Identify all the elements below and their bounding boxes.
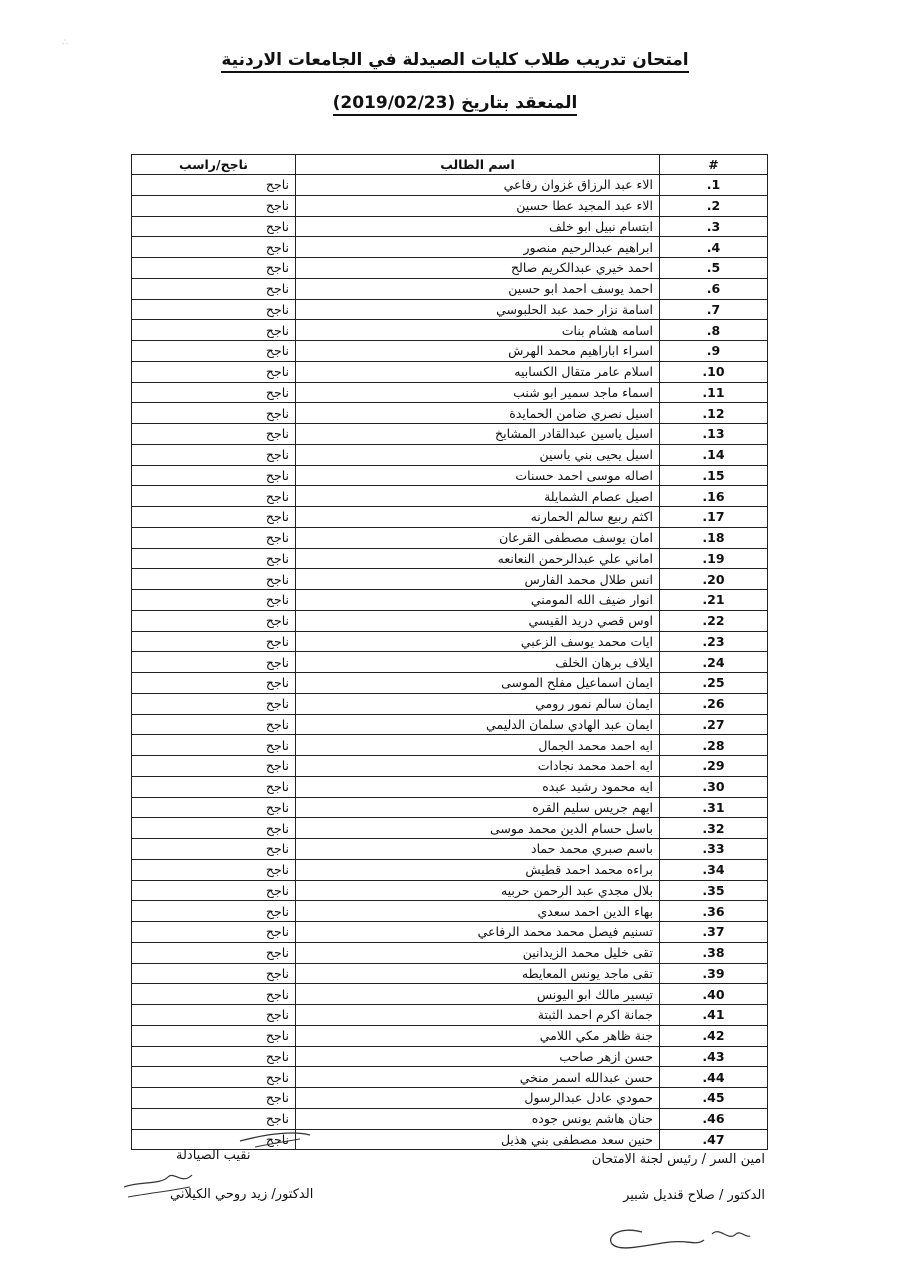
result-status: ناجح [132,195,296,216]
student-name: حمودي عادل عبدالرسول [296,1088,660,1109]
table-row [132,341,768,362]
row-number: 44. [660,1067,768,1088]
result-status: ناجح [132,299,296,320]
table-row [132,756,768,777]
header-name: اسم الطالب [296,155,660,175]
secretary-name: الدكتور / صلاح قنديل شبير [623,1188,765,1203]
student-name: الاء عبد الرزاق غزوان رفاعي [296,175,660,196]
result-status: ناجح [132,1005,296,1026]
row-number: 26. [660,693,768,714]
student-name: ابراهيم عبدالرحيم منصور [296,237,660,258]
table-row [132,507,768,528]
result-status: ناجح [132,984,296,1005]
table-row [132,569,768,590]
student-name: باسم صبري محمد حماد [296,839,660,860]
student-name: ايهم جريس سليم القره [296,797,660,818]
result-status: ناجح [132,527,296,548]
student-name: تقى خليل محمد الزيدانين [296,942,660,963]
student-name: ايمان عبد الهادي سلمان الدليمي [296,714,660,735]
row-number: 25. [660,673,768,694]
student-name: باسل حسام الدين محمد موسى [296,818,660,839]
result-status: ناجح [132,486,296,507]
row-number: 22. [660,610,768,631]
student-name: جنة ظاهر مكي اللامي [296,1025,660,1046]
student-name: اسيل ياسين عبدالقادر المشايخ [296,424,660,445]
student-name: جمانة اكرم احمد الثبتة [296,1005,660,1026]
table-row [132,818,768,839]
row-number: 37. [660,922,768,943]
row-number: 42. [660,1025,768,1046]
student-name: احمد يوسف احمد ابو حسين [296,278,660,299]
result-status: ناجح [132,942,296,963]
student-name: اسيل يحيى بني ياسين [296,444,660,465]
row-number: 4. [660,237,768,258]
table-row [132,735,768,756]
student-name: ايمان سالم نمور رومي [296,693,660,714]
row-number: 3. [660,216,768,237]
student-name: حنان هاشم يونس جوده [296,1108,660,1129]
table-row [132,880,768,901]
table-row [132,382,768,403]
student-name: اوس قصي دريد القيسي [296,610,660,631]
table-row [132,922,768,943]
result-status: ناجح [132,610,296,631]
row-number: 8. [660,320,768,341]
syndicate-head-title: نقيب الصيادلة [176,1148,251,1163]
student-name: ايه احمد محمد نجادات [296,756,660,777]
table-row [132,444,768,465]
student-name: اسيل نصري ضامن الحمايدة [296,403,660,424]
table-row [132,237,768,258]
syndicate-head-name: الدكتور/ زيد روحي الكيلاني [170,1187,314,1202]
table-row [132,673,768,694]
student-name: براءه محمد احمد قطيش [296,859,660,880]
result-status: ناجح [132,465,296,486]
row-number: 2. [660,195,768,216]
result-status: ناجح [132,237,296,258]
table-row [132,1005,768,1026]
table-row [132,1025,768,1046]
row-number: 11. [660,382,768,403]
table-row [132,839,768,860]
result-status: ناجح [132,507,296,528]
table-row [132,590,768,611]
result-status: ناجح [132,797,296,818]
table-row [132,984,768,1005]
table-row [132,424,768,445]
table-row [132,693,768,714]
table-row [132,901,768,922]
table-row [132,942,768,963]
row-number: 27. [660,714,768,735]
row-number: 46. [660,1108,768,1129]
result-status: ناجح [132,693,296,714]
table-row [132,610,768,631]
student-name: اسراء اباراهيم محمد الهرش [296,341,660,362]
result-status: ناجح [132,361,296,382]
student-name: اصيل عصام الشمايلة [296,486,660,507]
result-status: ناجح [132,880,296,901]
table-row [132,216,768,237]
row-number: 41. [660,1005,768,1026]
student-name: اسلام عامر متقال الكسابيه [296,361,660,382]
student-name: انس طلال محمد الفارس [296,569,660,590]
table-row [132,797,768,818]
row-number: 34. [660,859,768,880]
result-status: ناجح [132,382,296,403]
result-status: ناجح [132,175,296,196]
document-subtitle: المنعقد بتاريخ (2019/02/23) [300,93,610,113]
table-row [132,776,768,797]
row-number: 6. [660,278,768,299]
row-number: 21. [660,590,768,611]
student-name: اسامة نزار حمد عبد الحلبوسي [296,299,660,320]
row-number: 19. [660,548,768,569]
student-name: تيسير مالك ابو اليونس [296,984,660,1005]
result-status: ناجح [132,1108,296,1129]
signature-scribble-left [120,1125,320,1210]
scan-speck: ∴ [62,38,68,48]
results-table [131,154,768,1150]
student-name: بلال مجدي عبد الرحمن حربيه [296,880,660,901]
result-status: ناجح [132,320,296,341]
table-row [132,258,768,279]
result-status: ناجح [132,818,296,839]
result-status: ناجح [132,756,296,777]
row-number: 1. [660,175,768,196]
row-number: 14. [660,444,768,465]
result-status: ناجح [132,859,296,880]
result-status: ناجح [132,548,296,569]
result-status: ناجح [132,652,296,673]
table-row [132,299,768,320]
row-number: 35. [660,880,768,901]
result-status: ناجح [132,735,296,756]
table-row [132,1067,768,1088]
result-status: ناجح [132,922,296,943]
student-name: ايه محمود رشيد عبده [296,776,660,797]
table-row [132,714,768,735]
row-number: 28. [660,735,768,756]
student-name: ايه احمد محمد الجمال [296,735,660,756]
student-name: حنين سعد مصطفى بني هذيل [296,1129,660,1150]
student-name: الاء عبد المجيد عطا حسين [296,195,660,216]
row-number: 45. [660,1088,768,1109]
result-status: ناجح [132,424,296,445]
student-name: ايات محمد يوسف الزعبي [296,631,660,652]
row-number: 15. [660,465,768,486]
student-name: امان يوسف مصطفى القرعان [296,527,660,548]
row-number: 39. [660,963,768,984]
result-status: ناجح [132,1025,296,1046]
student-name: اكثم ربيع سالم الحمارنه [296,507,660,528]
row-number: 9. [660,341,768,362]
student-name: ايمان اسماعيل مفلح الموسى [296,673,660,694]
student-name: انوار ضيف الله المومني [296,590,660,611]
student-name: ايلاف برهان الخلف [296,652,660,673]
student-name: اماني علي عبدالرحمن النعانعه [296,548,660,569]
result-status: ناجح [132,444,296,465]
header-result: ناجح/راسب [132,155,296,175]
student-name: احمد خيري عبدالكريم صالح [296,258,660,279]
row-number: 5. [660,258,768,279]
row-number: 7. [660,299,768,320]
row-number: 16. [660,486,768,507]
table-row [132,1088,768,1109]
table-row [132,1046,768,1067]
student-name: ابتسام نبيل ابو خلف [296,216,660,237]
result-status: ناجح [132,839,296,860]
result-status: ناجح [132,714,296,735]
student-name: حسن ازهر صاحب [296,1046,660,1067]
secretary-title: امين السر / رئيس لجنة الامتحان [591,1152,765,1167]
signature-scribble-right [600,1212,760,1257]
result-status: ناجح [132,963,296,984]
row-number: 13. [660,424,768,445]
result-status: ناجح [132,631,296,652]
table-row [132,963,768,984]
result-status: ناجح [132,776,296,797]
row-number: 12. [660,403,768,424]
header-number: # [660,155,768,175]
row-number: 23. [660,631,768,652]
result-status: ناجح [132,1129,296,1150]
row-number: 18. [660,527,768,548]
student-name: اسامه هشام بنات [296,320,660,341]
table-header-row [132,155,768,175]
document-title: امتحان تدريب طلاب كليات الصيدلة في الجامعات الاردنية [150,50,760,70]
row-number: 29. [660,756,768,777]
table-row [132,548,768,569]
student-name: اصاله موسى احمد حسنات [296,465,660,486]
row-number: 47. [660,1129,768,1150]
student-name: حسن عبدالله اسمر منخي [296,1067,660,1088]
table-row [132,631,768,652]
table-row [132,175,768,196]
result-status: ناجح [132,278,296,299]
result-status: ناجح [132,1088,296,1109]
table-row [132,195,768,216]
student-name: بهاء الدين احمد سعدي [296,901,660,922]
row-number: 17. [660,507,768,528]
result-status: ناجح [132,1067,296,1088]
row-number: 30. [660,776,768,797]
table-row [132,320,768,341]
result-status: ناجح [132,216,296,237]
result-status: ناجح [132,569,296,590]
row-number: 43. [660,1046,768,1067]
student-name: اسماء ماجد سمير ابو شنب [296,382,660,403]
table-row [132,652,768,673]
table-row [132,278,768,299]
table-row [132,465,768,486]
student-name: تسنيم فيصل محمد محمد الرفاعي [296,922,660,943]
result-status: ناجح [132,341,296,362]
row-number: 31. [660,797,768,818]
result-status: ناجح [132,590,296,611]
row-number: 20. [660,569,768,590]
table-row [132,859,768,880]
result-status: ناجح [132,403,296,424]
table-row [132,361,768,382]
table-row [132,403,768,424]
table-row [132,486,768,507]
row-number: 40. [660,984,768,1005]
row-number: 33. [660,839,768,860]
row-number: 32. [660,818,768,839]
student-name: تقى ماجد يونس المعايطه [296,963,660,984]
row-number: 24. [660,652,768,673]
result-status: ناجح [132,901,296,922]
row-number: 36. [660,901,768,922]
result-status: ناجح [132,673,296,694]
row-number: 10. [660,361,768,382]
table-row [132,527,768,548]
result-status: ناجح [132,1046,296,1067]
result-status: ناجح [132,258,296,279]
row-number: 38. [660,942,768,963]
